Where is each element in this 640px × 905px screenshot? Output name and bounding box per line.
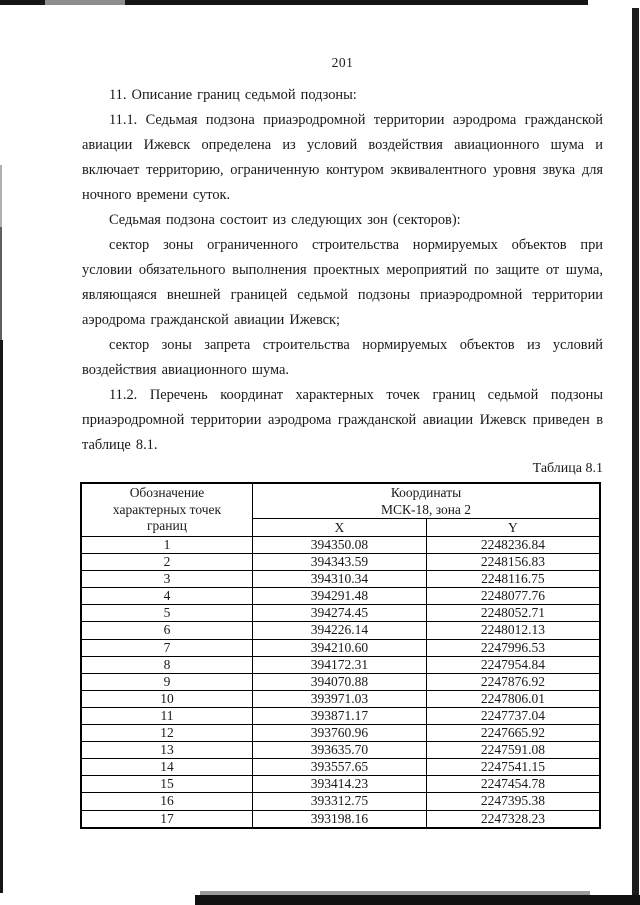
coord-y: 2247328.23 bbox=[426, 810, 600, 828]
page-content bbox=[82, 0, 603, 829]
point-number: 13 bbox=[81, 742, 253, 759]
document-text bbox=[82, 83, 603, 458]
coord-y: 2247541.15 bbox=[426, 759, 600, 776]
y-column-header: Y bbox=[426, 519, 600, 537]
table-row bbox=[81, 537, 600, 554]
coord-y: 2248156.83 bbox=[426, 554, 600, 571]
coord-y: 2247876.92 bbox=[426, 673, 600, 690]
coord-x: 394310.34 bbox=[253, 571, 427, 588]
point-number: 10 bbox=[81, 690, 253, 707]
table-row bbox=[81, 622, 600, 639]
table-caption: Таблица 8.1 bbox=[532, 461, 603, 476]
point-number: 6 bbox=[81, 622, 253, 639]
point-number: 15 bbox=[81, 776, 253, 793]
table-row bbox=[81, 776, 600, 793]
point-number: 16 bbox=[81, 793, 253, 810]
table-row bbox=[81, 639, 600, 656]
point-number: 12 bbox=[81, 725, 253, 742]
coordinates-table-header bbox=[81, 483, 600, 537]
page-number: 201 bbox=[331, 55, 354, 70]
x-column-header: X bbox=[253, 519, 427, 537]
coord-y: 2247454.78 bbox=[426, 776, 600, 793]
header-row-top bbox=[81, 483, 600, 519]
coord-y: 2247954.84 bbox=[426, 656, 600, 673]
coord-y: 2247395.38 bbox=[426, 793, 600, 810]
scan-edge-bottom-black bbox=[195, 895, 640, 905]
coord-x: 394291.48 bbox=[253, 588, 427, 605]
section-heading: 11. Описание границ седьмой подзоны: bbox=[109, 87, 357, 103]
paragraph-11-1: 11.1. Седьмая подзона приаэродромной территории аэродрома гражданской авиации Ижевск определена из условий воздействия авиационного шума и включает территорию, ограниченную контуром эквивалентного уровня звука для ночного времени суток. bbox=[82, 112, 603, 203]
table-row bbox=[81, 554, 600, 571]
coord-y: 2247591.08 bbox=[426, 742, 600, 759]
table-row bbox=[81, 810, 600, 828]
coord-x: 393312.75 bbox=[253, 793, 427, 810]
table-row bbox=[81, 605, 600, 622]
point-number: 14 bbox=[81, 759, 253, 776]
scan-edge-right bbox=[632, 8, 639, 905]
table-row bbox=[81, 673, 600, 690]
point-number: 4 bbox=[81, 588, 253, 605]
table-row bbox=[81, 656, 600, 673]
coord-x: 393760.96 bbox=[253, 725, 427, 742]
coord-y: 2248116.75 bbox=[426, 571, 600, 588]
table-row bbox=[81, 793, 600, 810]
coord-y: 2247737.04 bbox=[426, 707, 600, 724]
paragraph-zones-intro: Седьмая подзона состоит из следующих зон (секторов): bbox=[109, 212, 461, 228]
coord-x: 394274.45 bbox=[253, 605, 427, 622]
point-number: 17 bbox=[81, 810, 253, 828]
table-row bbox=[81, 759, 600, 776]
point-number: 3 bbox=[81, 571, 253, 588]
coord-x: 394070.88 bbox=[253, 673, 427, 690]
coord-x: 393557.65 bbox=[253, 759, 427, 776]
table-row bbox=[81, 707, 600, 724]
coordinates-subtitle: МСК-18, зона 2 bbox=[380, 502, 472, 517]
table-row bbox=[81, 742, 600, 759]
table-row bbox=[81, 725, 600, 742]
coord-x: 393198.16 bbox=[253, 810, 427, 828]
coord-y: 2248012.13 bbox=[426, 622, 600, 639]
coord-y: 2248052.71 bbox=[426, 605, 600, 622]
coord-x: 394210.60 bbox=[253, 639, 427, 656]
table-row bbox=[81, 571, 600, 588]
point-number: 7 bbox=[81, 639, 253, 656]
coord-y: 2247996.53 bbox=[426, 639, 600, 656]
coord-x: 394350.08 bbox=[253, 537, 427, 554]
scan-edge-left-mid bbox=[0, 227, 2, 340]
coord-x: 393635.70 bbox=[253, 742, 427, 759]
scan-edge-left-dark bbox=[0, 340, 3, 893]
table-row bbox=[81, 690, 600, 707]
points-column-header: Обозначение характерных точек границ bbox=[81, 483, 253, 537]
point-number: 11 bbox=[81, 707, 253, 724]
table-row bbox=[81, 588, 600, 605]
coord-y: 2248077.76 bbox=[426, 588, 600, 605]
point-number: 5 bbox=[81, 605, 253, 622]
coord-x: 393971.03 bbox=[253, 690, 427, 707]
point-number: 1 bbox=[81, 537, 253, 554]
point-number: 9 bbox=[81, 673, 253, 690]
coord-x: 394226.14 bbox=[253, 622, 427, 639]
coord-x: 393871.17 bbox=[253, 707, 427, 724]
point-number: 8 bbox=[81, 656, 253, 673]
paragraph-sector-2: сектор зоны запрета строительства нормируемых объектов из условий воздействия авиационного шума. bbox=[82, 337, 603, 378]
coordinates-title: Координаты bbox=[390, 485, 462, 500]
coord-y: 2247665.92 bbox=[426, 725, 600, 742]
coord-x: 393414.23 bbox=[253, 776, 427, 793]
coord-y: 2247806.01 bbox=[426, 690, 600, 707]
point-number: 2 bbox=[81, 554, 253, 571]
paragraph-11-2: 11.2. Перечень координат характерных точек границ седьмой подзоны приаэродромной территории аэродрома гражданской авиации Ижевск приведен в таблице 8.1. bbox=[82, 387, 603, 453]
scan-edge-left-light bbox=[0, 165, 2, 227]
paragraph-sector-1: сектор зоны ограниченного строительства нормируемых объектов при условии обязательного выполнения проектных мероприятий по защите от шума, являющаяся внешней границей седьмой подзоны приаэродромной территории аэродрома гражданской авиации Ижевск; bbox=[82, 237, 603, 328]
coord-x: 394343.59 bbox=[253, 554, 427, 571]
scan-edge-bottom-gray bbox=[200, 891, 590, 895]
coordinates-column-header bbox=[253, 483, 601, 519]
coord-y: 2248236.84 bbox=[426, 537, 600, 554]
coordinates-table-body bbox=[81, 537, 600, 828]
coord-x: 394172.31 bbox=[253, 656, 427, 673]
coordinates-table bbox=[80, 482, 601, 829]
